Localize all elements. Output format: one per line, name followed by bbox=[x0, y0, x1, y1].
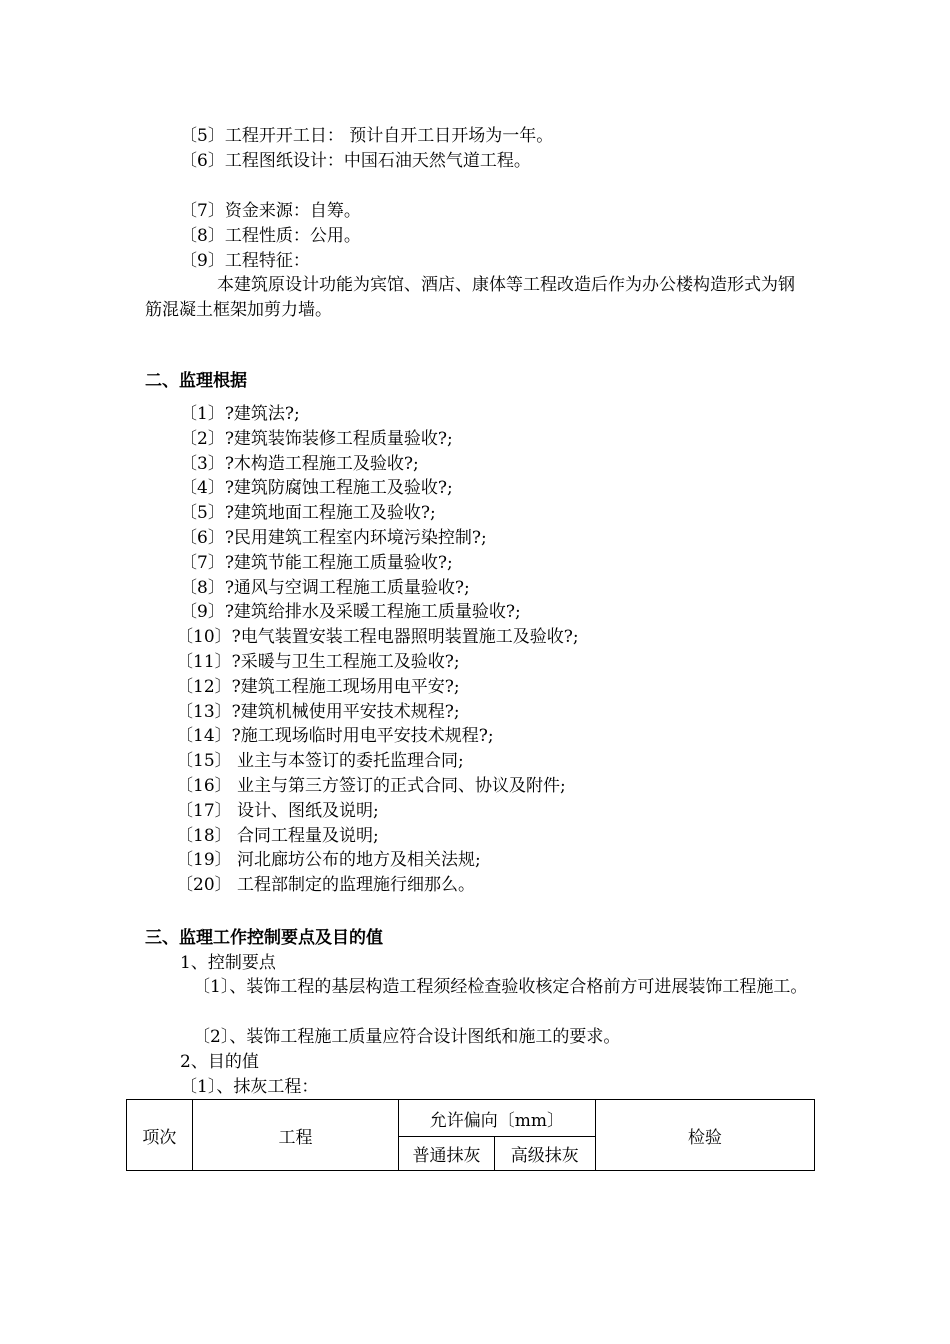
header-advanced-plaster: 高级抹灰 bbox=[494, 1137, 595, 1171]
basis-item: 〔11〕?采暖与卫生工程施工及验收?; bbox=[176, 652, 460, 672]
feature-paragraph: 本建筑原设计功能为宾馆、酒店、康体等工程改造后作为办公楼构造形式为钢筋混凝土框架加剪力墙。 bbox=[145, 275, 795, 320]
header-tolerance: 允许偏向〔mm〕 bbox=[399, 1100, 596, 1137]
header-inspection: 检验 bbox=[595, 1100, 814, 1171]
header-project: 工程 bbox=[192, 1100, 398, 1171]
section-3-heading: 三、监理工作控制要点及目的值 bbox=[145, 928, 383, 948]
header-item-no: 项次 bbox=[127, 1100, 193, 1171]
target-values-subheading: 2、目的值 bbox=[180, 1052, 259, 1072]
basis-item: 〔3〕?木构造工程施工及验收?; bbox=[180, 453, 419, 474]
basis-item: 〔8〕?通风与空调工程施工质量验收?; bbox=[180, 577, 470, 598]
basis-item: 〔20〕 工程部制定的监理施行细那么。 bbox=[176, 875, 476, 896]
basis-item: 〔10〕?电气装置安装工程电器照明装置施工及验收?; bbox=[176, 627, 579, 648]
control-points-subheading: 1、控制要点 bbox=[180, 953, 276, 973]
plastering-tolerance-table bbox=[126, 1099, 815, 1171]
control-point-1: 〔1〕、装饰工程的基层构造工程须经检查验收核定合格前方可进展装饰工程施工。 bbox=[193, 977, 808, 997]
basis-item: 〔2〕?建筑装饰装修工程质量验收?; bbox=[180, 428, 453, 449]
basis-item: 〔6〕?民用建筑工程室内环境污染控制?; bbox=[180, 528, 487, 548]
basis-item: 〔15〕 业主与本签订的委托监理合同; bbox=[176, 751, 464, 772]
item-6-drawing-design: 〔6〕工程图纸设计：中国石油天然气道工程。 bbox=[180, 151, 531, 171]
basis-item: 〔7〕?建筑节能工程施工质量验收?; bbox=[180, 552, 453, 573]
basis-item: 〔19〕 河北廊坊公布的地方及相关法规; bbox=[176, 850, 481, 871]
basis-item: 〔16〕 业主与第三方签订的正式合同、协议及附件; bbox=[176, 776, 566, 796]
section-2-heading: 二、监理根据 bbox=[145, 371, 247, 391]
basis-item: 〔14〕?施工现场临时用电平安技术规程?; bbox=[176, 726, 494, 747]
basis-item: 〔13〕?建筑机械使用平安技术规程?; bbox=[176, 701, 460, 722]
basis-item: 〔9〕?建筑给排水及采暖工程施工质量验收?; bbox=[180, 602, 521, 623]
basis-item: 〔5〕?建筑地面工程施工及验收?; bbox=[180, 503, 436, 524]
basis-item: 〔17〕 设计、图纸及说明; bbox=[176, 800, 379, 821]
basis-item: 〔12〕?建筑工程施工现场用电平安?; bbox=[176, 676, 460, 697]
header-ordinary-plaster: 普通抹灰 bbox=[399, 1137, 495, 1171]
item-7-funding: 〔7〕资金来源：自筹。 bbox=[180, 201, 361, 221]
item-5-start-date: 〔5〕工程开开工日： 预计自开工日开场为一年。 bbox=[180, 126, 554, 146]
basis-item: 〔18〕 合同工程量及说明; bbox=[176, 825, 379, 846]
basis-item: 〔4〕?建筑防腐蚀工程施工及验收?; bbox=[180, 478, 453, 499]
item-9-features: 〔9〕工程特征： bbox=[180, 251, 310, 271]
basis-item: 〔1〕?建筑法?; bbox=[180, 404, 300, 424]
control-point-2: 〔2〕、装饰工程施工质量应符合设计图纸和施工的要求。 bbox=[193, 1027, 621, 1047]
target-plastering: 〔1〕、抹灰工程： bbox=[180, 1077, 319, 1097]
item-8-nature: 〔8〕工程性质：公用。 bbox=[180, 226, 361, 246]
